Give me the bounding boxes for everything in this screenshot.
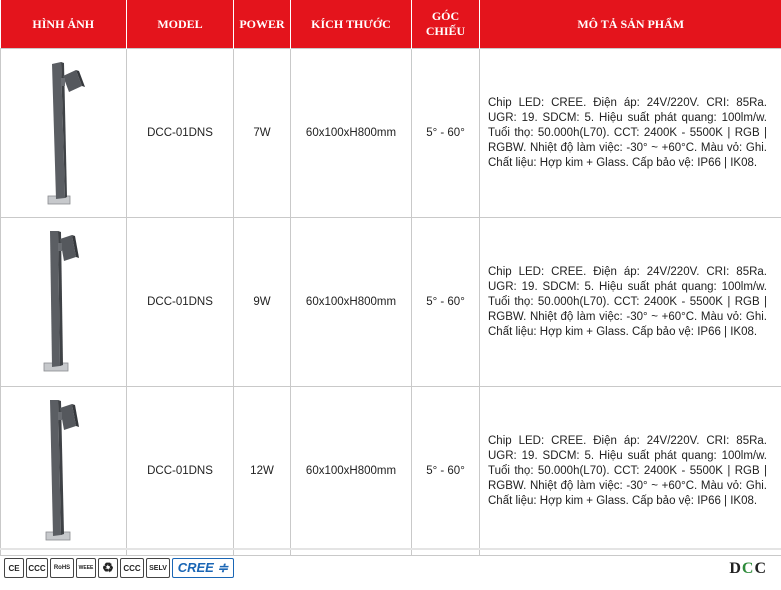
header-model: MODEL bbox=[127, 0, 234, 49]
logo-letter-d: D bbox=[729, 560, 742, 577]
table-row bbox=[1, 49, 781, 218]
model-cell: DCC-01DNS bbox=[127, 387, 234, 556]
angle-cell: 5° - 60° bbox=[412, 49, 480, 218]
header-power: POWER bbox=[234, 0, 291, 49]
certification-logos bbox=[4, 558, 234, 580]
header-description: MÔ TẢ SẢN PHẨM bbox=[480, 0, 781, 49]
header-angle: GÓC CHIẾU bbox=[412, 0, 480, 49]
table-row bbox=[1, 387, 781, 556]
ccc-mark-icon: CCC bbox=[26, 558, 48, 578]
size-cell: 60x100xH800mm bbox=[291, 49, 412, 218]
bollard-lamp-image bbox=[34, 58, 94, 208]
ccc-mark-icon-2: CCC bbox=[120, 558, 144, 578]
model-cell: DCC-01DNS bbox=[127, 218, 234, 387]
bollard-lamp-image bbox=[34, 396, 94, 546]
footer-bar bbox=[0, 548, 781, 590]
model-cell: DCC-01DNS bbox=[127, 49, 234, 218]
product-image-cell bbox=[1, 218, 127, 387]
description-cell: Chip LED: CREE. Điện áp: 24V/220V. CRI: 85Ra. UGR: 19. SDCM: 5. Hiệu suất phát quang: 100lm/w. Tuổi thọ: 50.000h(L70). CCT: 2400K - 5500K | RGB | RGBW. Nhiệt độ làm việc: -30° ~ +60°C. Màu vỏ: Ghi. Chất liệu: Hợp kim + Glass. Cấp bảo vệ: IP66 | IK08. bbox=[480, 218, 781, 387]
table-row bbox=[1, 218, 781, 387]
product-image-cell bbox=[1, 49, 127, 218]
weee-bin-icon: WEEE bbox=[76, 558, 96, 578]
angle-cell: 5° - 60° bbox=[412, 218, 480, 387]
power-cell: 12W bbox=[234, 387, 291, 556]
size-cell: 60x100xH800mm bbox=[291, 218, 412, 387]
table-header-row bbox=[1, 0, 781, 49]
logo-letter-c: C bbox=[742, 560, 755, 577]
recycle-icon: ♻ bbox=[98, 558, 118, 578]
description-cell: Chip LED: CREE. Điện áp: 24V/220V. CRI: 85Ra. UGR: 19. SDCM: 5. Hiệu suất phát quang: 100lm/w. Tuổi thọ: 50.000h(L70). CCT: 2400K - 5500K | RGB | RGBW. Nhiệt độ làm việc: -30° ~ +60°C. Màu vỏ: Ghi. Chất liệu: Hợp kim + Glass. Cấp bảo vệ: IP66 | IK08. bbox=[480, 387, 781, 556]
description-cell: Chip LED: CREE. Điện áp: 24V/220V. CRI: 85Ra. UGR: 19. SDCM: 5. Hiệu suất phát quang: 100lm/w. Tuổi thọ: 50.000h(L70). CCT: 2400K - 5500K | RGB | RGBW. Nhiệt độ làm việc: -30° ~ +60°C. Màu vỏ: Ghi. Chất liệu: Hợp kim + Glass. Cấp bảo vệ: IP66 | IK08. bbox=[480, 49, 781, 218]
dcc-logo bbox=[729, 560, 767, 578]
logo-letter-c2: C bbox=[754, 560, 767, 577]
ce-mark-icon: CE bbox=[4, 558, 24, 578]
angle-cell: 5° - 60° bbox=[412, 387, 480, 556]
power-cell: 9W bbox=[234, 218, 291, 387]
header-image: HÌNH ẢNH bbox=[1, 0, 127, 49]
power-cell: 7W bbox=[234, 49, 291, 218]
header-size: KÍCH THƯỚC bbox=[291, 0, 412, 49]
size-cell: 60x100xH800mm bbox=[291, 387, 412, 556]
rohs-mark-icon: RoHS bbox=[50, 558, 74, 578]
bollard-lamp-image bbox=[34, 227, 94, 377]
selv-mark-icon: SELV bbox=[146, 558, 170, 578]
product-image-cell bbox=[1, 387, 127, 556]
cree-logo: CREE ≑ bbox=[172, 558, 234, 578]
